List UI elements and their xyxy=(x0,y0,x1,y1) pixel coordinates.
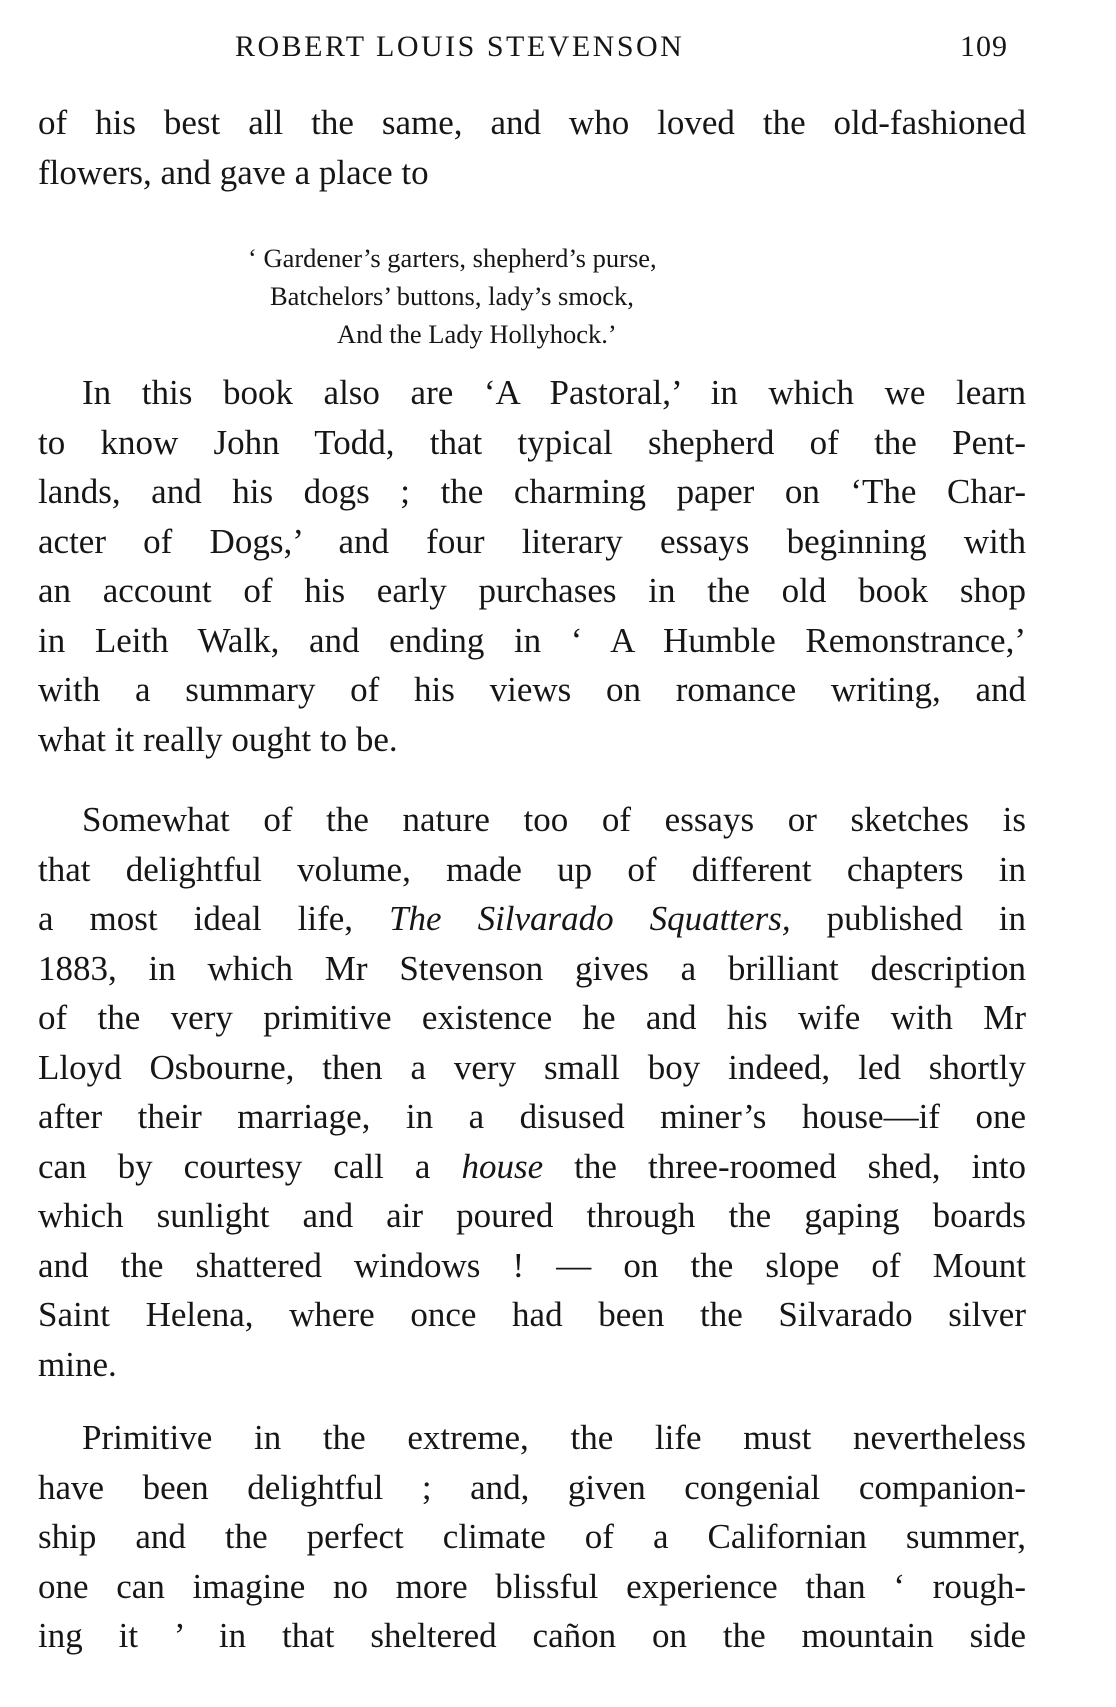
text-line: mine. xyxy=(38,1344,117,1384)
text-run: published in xyxy=(790,899,1027,938)
text-line: flowers, and gave a place to xyxy=(38,152,429,192)
book-title-italic: The Silvarado Squatters, xyxy=(389,899,791,938)
text-line: Lloyd Osbourne, then a very small boy indeed, led shortly xyxy=(38,1047,1026,1087)
intro-text xyxy=(38,98,1026,197)
text-line: Primitive in the extreme, the life must nevertheless xyxy=(82,1418,1026,1457)
text-line: In this book also are ‘A Pastoral,’ in which we learn xyxy=(82,373,1026,412)
text-run: a most ideal life, xyxy=(38,899,390,938)
text-line: of the very primitive existence he and his wife with Mr xyxy=(38,998,1026,1037)
text-line: one can imagine no more blissful experience than ‘ rough- xyxy=(38,1566,1026,1606)
text-line: what it really ought to be. xyxy=(38,719,398,759)
text-line: which sunlight and air poured through the gaping boards xyxy=(38,1196,1026,1235)
text-line: in Leith Walk, and ending in ‘ A Humble Remonstrance,’ xyxy=(38,620,1026,660)
text-line: an account of his early purchases in the old book shop xyxy=(38,571,1026,610)
text-line: of his best all the same, and who loved the old-fashioned xyxy=(38,103,1026,142)
verse-line: And the Lady Hollyhock.’ xyxy=(337,319,617,349)
text-line: have been delightful ; and, given congenial companion- xyxy=(38,1467,1026,1507)
text-line: Saint Helena, where once had been the Silvarado silver xyxy=(38,1295,1026,1334)
text-run: the three-roomed shed, into xyxy=(543,1146,1026,1186)
text-run: can by courtesy call a xyxy=(38,1146,462,1186)
text-line: acter of Dogs,’ and four literary essays beginning with xyxy=(38,521,1026,561)
text-line: and the shattered windows ! — on the slope of Mount xyxy=(38,1245,1026,1285)
paragraph-1 xyxy=(38,368,1026,764)
text-line: lands, and his dogs ; the charming paper on ‘The Char- xyxy=(38,472,1026,511)
text-line: ship and the perfect climate of a Californian summer, xyxy=(38,1517,1026,1556)
text-line: 1883, in which Mr Stevenson gives a brilliant description xyxy=(38,948,1026,988)
text-line: that delightful volume, made up of different chapters in xyxy=(38,849,1026,889)
verse-line: ‘ Gardener’s garters, shepherd’s purse, xyxy=(248,243,657,273)
paragraph-2 xyxy=(38,795,1026,1389)
text-line xyxy=(38,1142,1026,1192)
text-line xyxy=(38,894,1026,944)
text-line: to know John Todd, that typical shepherd of the Pent- xyxy=(38,422,1026,462)
verse-line: Batchelors’ buttons, lady’s smock, xyxy=(270,281,634,311)
running-head xyxy=(0,30,1116,70)
text-line: with a summary of his views on romance writing, and xyxy=(38,670,1026,709)
running-title: ROBERT LOUIS STEVENSON xyxy=(235,30,685,63)
emphasis-italic: house xyxy=(461,1146,544,1186)
text-line: Somewhat of the nature too of essays or sketches is xyxy=(82,800,1026,839)
text-line: after their marriage, in a disused miner’s house—if one xyxy=(38,1097,1026,1136)
paragraph-3 xyxy=(38,1413,1026,1661)
text-line: ing it ’ in that sheltered cañon on the mountain side xyxy=(38,1616,1026,1655)
page-number: 109 xyxy=(960,30,1008,63)
